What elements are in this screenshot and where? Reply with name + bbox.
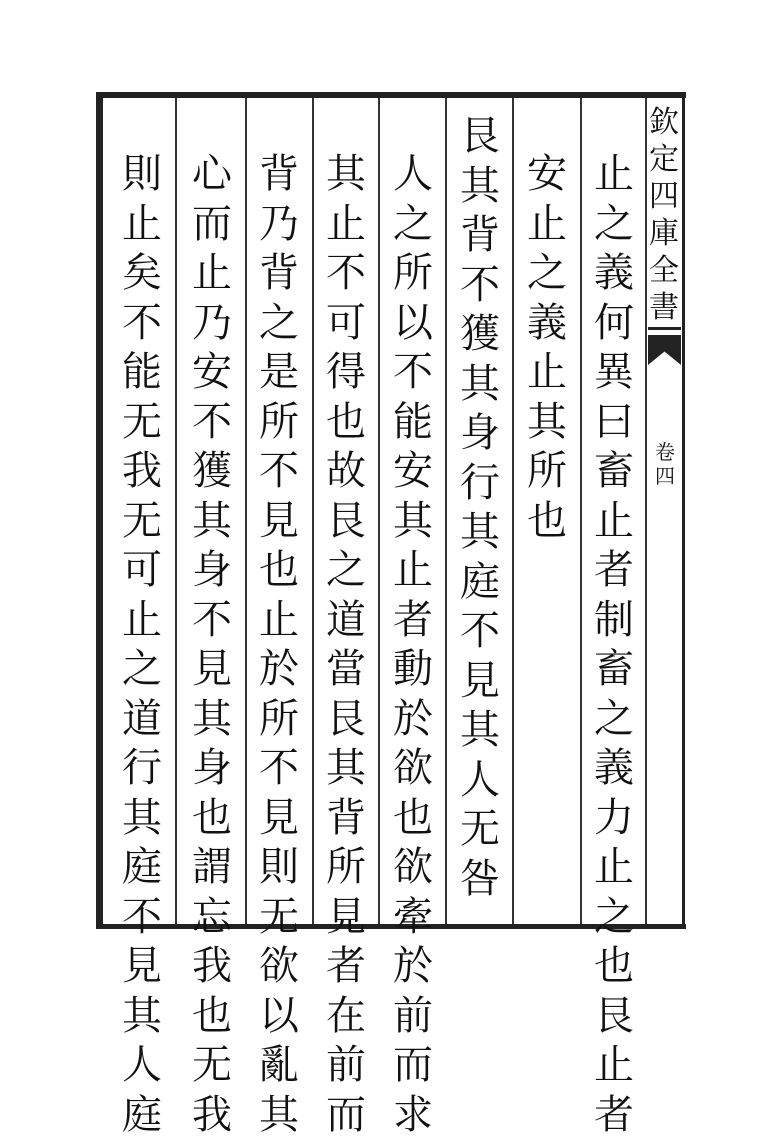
glyph: 艮 <box>326 497 366 547</box>
glyph: 可 <box>326 299 366 349</box>
glyph: 忘 <box>192 893 232 943</box>
glyph: 謂 <box>192 843 232 893</box>
glyph: 道 <box>122 695 162 745</box>
glyph: 安 <box>527 150 567 200</box>
glyph: 者 <box>594 1091 634 1140</box>
glyph: 也 <box>259 546 299 596</box>
glyph: 之 <box>594 695 634 745</box>
glyph: 艮 <box>460 112 500 162</box>
glyph: 者 <box>326 942 366 992</box>
glyph: 定 <box>649 141 679 178</box>
glyph: 止 <box>259 596 299 646</box>
glyph: 其 <box>326 744 366 794</box>
glyph: 不 <box>122 299 162 349</box>
glyph: 前 <box>393 992 433 1042</box>
glyph: 義 <box>527 299 567 349</box>
glyph: 行 <box>122 744 162 794</box>
glyph: 欲 <box>259 942 299 992</box>
glyph: 道 <box>326 596 366 646</box>
glyph: 見 <box>460 657 500 707</box>
glyph: 庭 <box>460 558 500 608</box>
glyph: 所 <box>326 843 366 893</box>
glyph: 安 <box>192 348 232 398</box>
glyph: 力 <box>594 794 634 844</box>
glyph: 止 <box>393 546 433 596</box>
glyph: 前 <box>326 1041 366 1091</box>
text-column-7 <box>182 150 242 1140</box>
glyph: 不 <box>259 744 299 794</box>
glyph: 无 <box>460 805 500 855</box>
glyph: 而 <box>326 1091 366 1140</box>
glyph: 背 <box>259 150 299 200</box>
glyph: 身 <box>192 744 232 794</box>
glyph: 身 <box>460 409 500 459</box>
glyph: 也 <box>594 942 634 992</box>
column-rule <box>580 98 582 924</box>
glyph: 四 <box>655 464 675 488</box>
glyph: 庭 <box>122 1091 162 1140</box>
glyph: 止 <box>122 200 162 250</box>
text-column-6 <box>249 150 309 1140</box>
glyph: 欽 <box>649 104 679 141</box>
glyph: 當 <box>326 645 366 695</box>
text-column-1 <box>584 150 644 1140</box>
glyph: 我 <box>192 1091 232 1140</box>
glyph: 无 <box>192 1041 232 1091</box>
glyph: 牽 <box>393 893 433 943</box>
frame-border-left <box>96 92 103 929</box>
glyph: 欲 <box>393 843 433 893</box>
glyph: 獲 <box>460 310 500 360</box>
glyph: 止 <box>594 1041 634 1091</box>
glyph: 咎 <box>460 855 500 905</box>
glyph: 艮 <box>594 992 634 1042</box>
glyph: 曰 <box>594 398 634 448</box>
glyph: 乃 <box>192 299 232 349</box>
glyph: 人 <box>393 150 433 200</box>
glyph: 不 <box>192 596 232 646</box>
glyph: 安 <box>393 447 433 497</box>
column-rule <box>312 98 314 924</box>
text-column-4 <box>383 150 443 1140</box>
glyph: 其 <box>192 497 232 547</box>
glyph: 異 <box>594 348 634 398</box>
glyph: 能 <box>393 398 433 448</box>
glyph: 獲 <box>192 447 232 497</box>
glyph: 止 <box>122 596 162 646</box>
glyph: 其 <box>460 360 500 410</box>
frame-border-top <box>96 92 686 98</box>
glyph: 也 <box>527 497 567 547</box>
glyph: 其 <box>460 508 500 558</box>
frame-border-right <box>682 92 685 929</box>
glyph: 見 <box>326 893 366 943</box>
glyph: 者 <box>594 546 634 596</box>
glyph: 背 <box>326 794 366 844</box>
glyph: 止 <box>527 348 567 398</box>
column-rule <box>245 98 247 924</box>
glyph: 畜 <box>594 447 634 497</box>
glyph: 其 <box>460 706 500 756</box>
glyph: 其 <box>326 150 366 200</box>
text-column-5 <box>316 150 376 1140</box>
glyph: 其 <box>122 992 162 1042</box>
glyph: 是 <box>259 348 299 398</box>
glyph: 之 <box>122 645 162 695</box>
glyph: 書 <box>649 289 679 326</box>
glyph: 全 <box>649 252 679 289</box>
glyph: 四 <box>649 178 679 215</box>
glyph: 矣 <box>122 249 162 299</box>
glyph: 義 <box>594 744 634 794</box>
column-rule <box>445 98 447 924</box>
glyph: 所 <box>259 695 299 745</box>
glyph: 止 <box>594 497 634 547</box>
glyph: 在 <box>326 992 366 1042</box>
glyph: 欲 <box>393 744 433 794</box>
glyph: 无 <box>259 893 299 943</box>
glyph: 之 <box>594 893 634 943</box>
fish-tail-line <box>648 327 681 330</box>
glyph: 无 <box>122 497 162 547</box>
glyph: 止 <box>594 150 634 200</box>
glyph: 也 <box>192 992 232 1042</box>
glyph: 而 <box>192 200 232 250</box>
text-column-8 <box>112 150 172 1140</box>
glyph: 我 <box>122 447 162 497</box>
glyph: 背 <box>259 249 299 299</box>
glyph: 能 <box>122 348 162 398</box>
column-rule <box>378 98 380 924</box>
glyph: 止 <box>594 843 634 893</box>
glyph: 止 <box>527 200 567 250</box>
glyph: 人 <box>460 756 500 806</box>
glyph: 庭 <box>122 843 162 893</box>
glyph: 之 <box>326 546 366 596</box>
book-title <box>647 104 681 326</box>
glyph: 人 <box>122 1041 162 1091</box>
column-rule <box>175 98 177 924</box>
text-column-3 <box>450 112 510 904</box>
glyph: 得 <box>326 348 366 398</box>
glyph: 心 <box>192 150 232 200</box>
glyph: 其 <box>527 398 567 448</box>
glyph: 止 <box>326 200 366 250</box>
glyph: 所 <box>527 447 567 497</box>
glyph: 以 <box>259 992 299 1042</box>
glyph: 其 <box>192 695 232 745</box>
glyph: 庫 <box>649 215 679 252</box>
glyph: 乃 <box>259 200 299 250</box>
volume-label <box>650 440 680 488</box>
glyph: 制 <box>594 596 634 646</box>
glyph: 不 <box>460 261 500 311</box>
glyph: 不 <box>460 607 500 657</box>
glyph: 求 <box>393 1091 433 1140</box>
glyph: 見 <box>259 794 299 844</box>
glyph: 也 <box>326 398 366 448</box>
glyph: 不 <box>393 348 433 398</box>
glyph: 以 <box>393 299 433 349</box>
glyph: 於 <box>393 942 433 992</box>
glyph: 故 <box>326 447 366 497</box>
glyph: 者 <box>393 596 433 646</box>
glyph: 不 <box>122 893 162 943</box>
glyph: 見 <box>259 497 299 547</box>
glyph: 亂 <box>259 1041 299 1091</box>
glyph: 我 <box>192 942 232 992</box>
glyph: 身 <box>192 546 232 596</box>
glyph: 所 <box>259 398 299 448</box>
glyph: 所 <box>393 249 433 299</box>
glyph: 不 <box>326 249 366 299</box>
glyph: 於 <box>393 695 433 745</box>
glyph: 背 <box>460 211 500 261</box>
glyph: 則 <box>122 150 162 200</box>
glyph: 而 <box>393 1041 433 1091</box>
glyph: 畜 <box>594 645 634 695</box>
text-column-2 <box>517 150 577 546</box>
glyph: 艮 <box>326 695 366 745</box>
glyph: 動 <box>393 645 433 695</box>
glyph: 不 <box>259 447 299 497</box>
glyph: 之 <box>594 200 634 250</box>
glyph: 行 <box>460 459 500 509</box>
glyph: 可 <box>122 546 162 596</box>
glyph: 也 <box>192 794 232 844</box>
glyph: 其 <box>122 794 162 844</box>
glyph: 之 <box>393 200 433 250</box>
glyph: 何 <box>594 299 634 349</box>
glyph: 其 <box>460 162 500 212</box>
glyph: 之 <box>527 249 567 299</box>
glyph: 也 <box>393 794 433 844</box>
glyph: 卷 <box>655 440 675 464</box>
glyph: 見 <box>122 942 162 992</box>
column-rule <box>512 98 514 924</box>
glyph: 其 <box>259 1091 299 1140</box>
glyph: 之 <box>259 299 299 349</box>
glyph: 无 <box>122 398 162 448</box>
glyph: 義 <box>594 249 634 299</box>
glyph: 止 <box>192 249 232 299</box>
glyph: 不 <box>192 398 232 448</box>
glyph: 其 <box>393 497 433 547</box>
glyph: 則 <box>259 843 299 893</box>
glyph: 見 <box>192 645 232 695</box>
glyph: 於 <box>259 645 299 695</box>
